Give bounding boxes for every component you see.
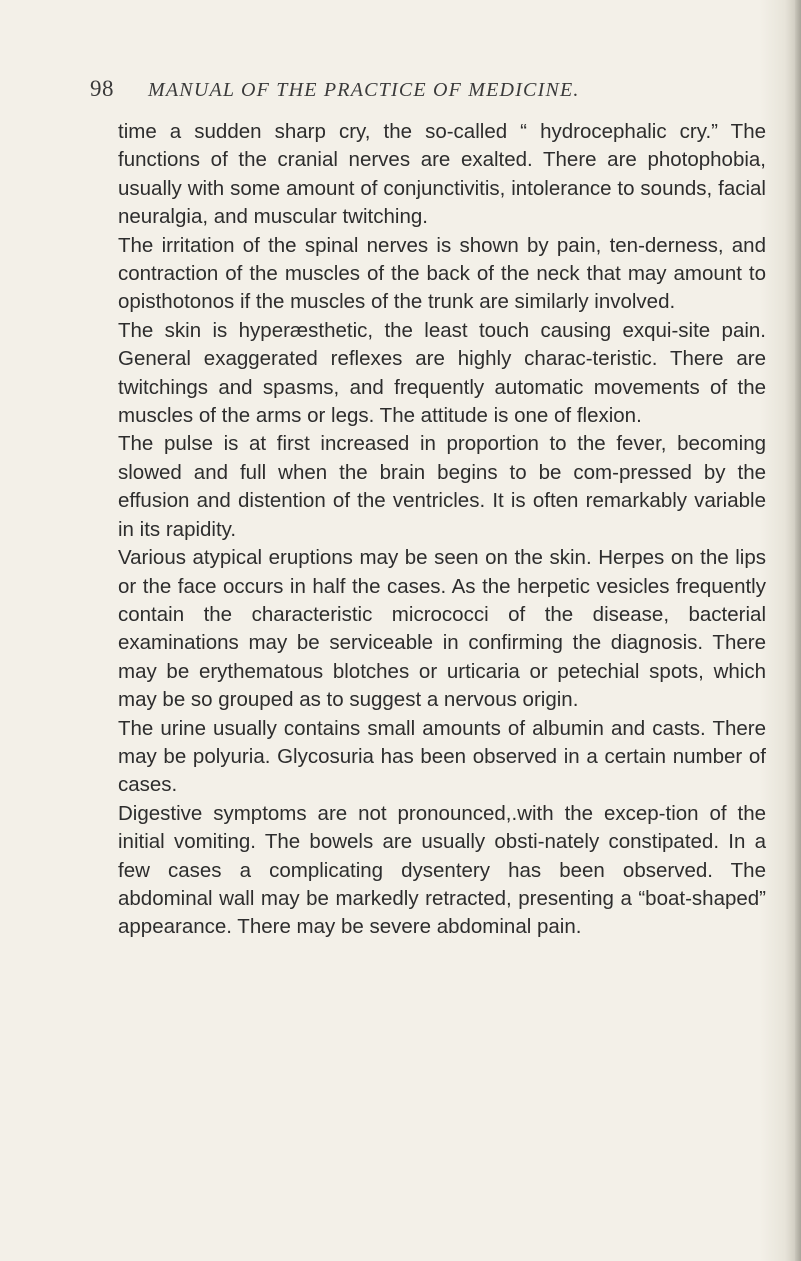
body-text (118, 118, 766, 942)
paragraph-4: The pulse is at first increased in proportion to the fever, becoming slowed and full when the brain begins to be com-pressed by the effusion and distention of the ventricles. It is often remarkably variable in its rapidity. (118, 432, 766, 541)
page-number: 98 (90, 76, 114, 101)
paragraph-2: The irritation of the spinal nerves is shown by pain, ten-derness, and contraction of the muscles of the back of the neck that may amount to opisthotonos if the muscles of the trunk are similarly involved. (118, 233, 766, 314)
paragraph-5: Various atypical eruptions may be seen on the skin. Herpes on the lips or the face occurs in half the cases. As the herpetic vesicles frequently contain the characteristic micrococci of the disease, bacterial examinations may be serviceable in confirming the diagnosis. There may be erythematous blotches or urticaria or petechial spots, which may be so grouped as to suggest a nervous origin. (118, 546, 766, 712)
page-edge-shadow (795, 0, 801, 1261)
paragraph-3: The skin is hyperæsthetic, the least touch causing exqui-site pain. General exaggerated reflexes are highly charac-teristic. There are twitchings and spasms, and frequently automatic movements of the muscles of the arms or legs. The attitude is one of flexion. (118, 318, 766, 428)
page-header (90, 76, 790, 116)
paragraph-6: The urine usually contains small amounts of albumin and casts. There may be polyuria. Glycosuria has been observed in a certain number of cases. (118, 716, 766, 797)
paragraph-7: Digestive symptoms are not pronounced,.with the excep-tion of the initial vomiting. The bowels are usually obsti-nately constipated. In a few cases a complicating dysentery has been observed. The abdominal wall may be markedly retracted, presenting a “boat-shaped” appearance. There may be severe abdominal pain. (118, 801, 766, 939)
paragraph-1: time a sudden sharp cry, the so-called “ hydrocephalic cry.” The functions of the cranial nerves are exalted. There are photophobia, usually with some amount of conjunctivitis, intolerance to sounds, facial neuralgia, and muscular twitching. (118, 120, 766, 229)
running-title: MANUAL OF THE PRACTICE OF MEDICINE. (148, 79, 580, 101)
